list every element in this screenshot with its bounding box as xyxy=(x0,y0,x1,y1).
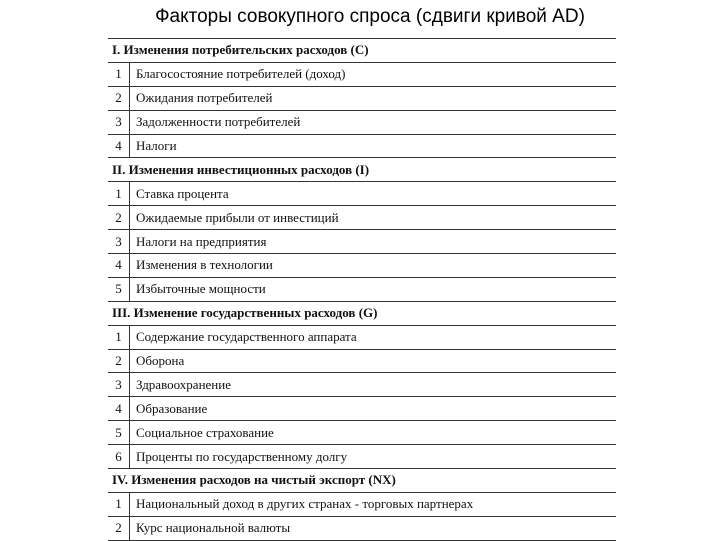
table-row xyxy=(108,445,616,469)
table-row xyxy=(108,87,616,111)
row-text: Социальное страхование xyxy=(136,424,274,440)
table-row xyxy=(108,350,616,374)
table-row xyxy=(108,397,616,421)
row-text: Ожидаемые прибыли от инвестиций xyxy=(136,209,339,225)
table-row xyxy=(108,182,616,206)
table-row xyxy=(108,373,616,397)
row-number: 6 xyxy=(108,445,130,468)
row-text: Проценты по государственному долгу xyxy=(136,448,348,464)
table-row xyxy=(108,63,616,87)
row-number: 5 xyxy=(108,421,130,444)
section-heading: IV. Изменения расходов на чистый экспорт (NX) xyxy=(108,469,616,493)
row-number: 4 xyxy=(108,254,130,277)
row-text: Ставка процента xyxy=(136,185,229,201)
row-text: Налоги на предприятия xyxy=(136,233,267,249)
row-text: Изменения в технологии xyxy=(136,257,273,273)
factors-table xyxy=(108,38,616,541)
row-text: Ожидания потребителей xyxy=(136,90,273,106)
table-row xyxy=(108,230,616,254)
table-row xyxy=(108,517,616,541)
row-number: 4 xyxy=(108,135,130,158)
page-title: Факторы совокупного спроса (сдвиги кривой AD) xyxy=(155,6,585,27)
table-row xyxy=(108,254,616,278)
row-text: Благосостояние потребителей (доход) xyxy=(136,66,346,82)
section-heading: I. Изменения потребительских расходов (C) xyxy=(108,39,616,63)
row-number: 3 xyxy=(108,230,130,253)
table-row xyxy=(108,111,616,135)
row-number: 2 xyxy=(108,87,130,110)
row-text: Образование xyxy=(136,400,208,416)
table-row xyxy=(108,421,616,445)
row-number: 2 xyxy=(108,206,130,229)
row-text: Содержание государственного аппарата xyxy=(136,329,357,345)
row-number: 1 xyxy=(108,63,130,86)
row-text: Курс национальной валюты xyxy=(136,520,291,536)
row-text: Здравоохранение xyxy=(136,376,231,392)
table-row xyxy=(108,135,616,159)
table-row xyxy=(108,278,616,302)
row-number: 1 xyxy=(108,182,130,205)
row-text: Задолженности потребителей xyxy=(136,114,301,130)
row-number: 2 xyxy=(108,517,130,540)
row-number: 3 xyxy=(108,111,130,134)
section-heading: II. Изменения инвестиционных расходов (I) xyxy=(108,158,616,182)
row-text: Национальный доход в других странах - торговых партнерах xyxy=(136,496,474,512)
table-row xyxy=(108,493,616,517)
row-number: 4 xyxy=(108,397,130,420)
row-number: 2 xyxy=(108,350,130,373)
row-number: 3 xyxy=(108,373,130,396)
row-text: Оборона xyxy=(136,353,185,369)
table-row xyxy=(108,206,616,230)
row-number: 1 xyxy=(108,326,130,349)
row-text: Налоги xyxy=(136,138,177,153)
section-heading: III. Изменение государственных расходов (G) xyxy=(108,302,616,326)
table-row xyxy=(108,326,616,350)
row-number: 5 xyxy=(108,278,130,301)
row-number: 1 xyxy=(108,493,130,516)
row-text: Избыточные мощности xyxy=(136,281,266,297)
